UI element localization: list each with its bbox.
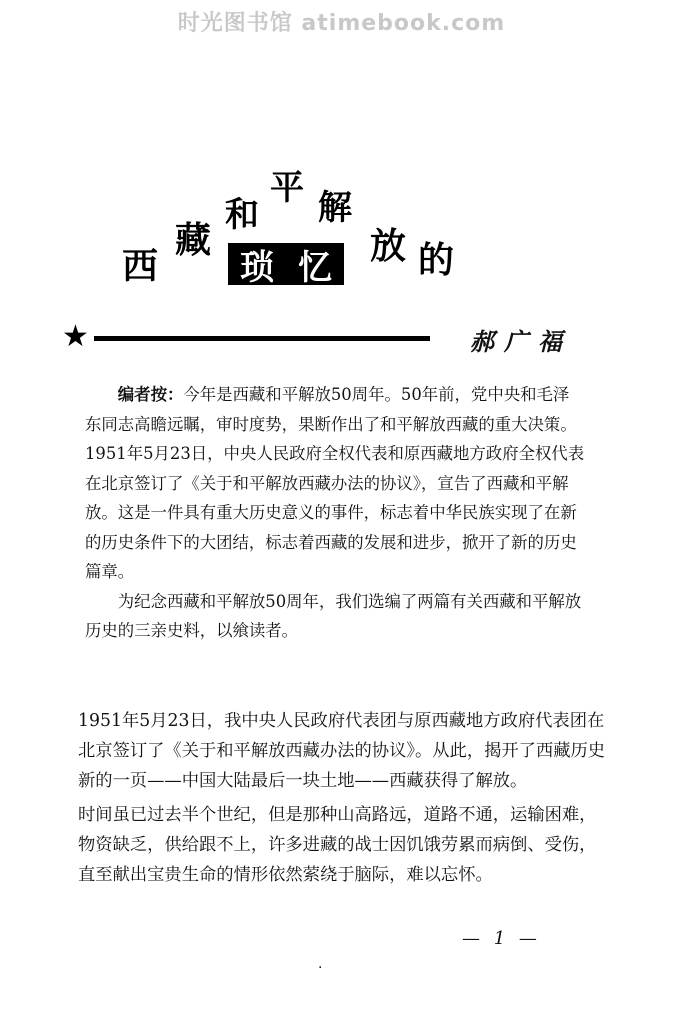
star-icon: ★ xyxy=(62,319,89,354)
title-char-xi: 西 xyxy=(122,246,159,287)
editor-note-text-1: 今年是西藏和平解放50周年。50年前，党中央和毛泽东同志高瞻远瞩，审时度势，果断作出了和平解放西藏的重大决策。1951年5月23日，中央人民政府全权代表和原西藏地方政府全权代表在北京签订了《关于和平解放西藏办法的协议》，宣告了西藏和平解放。这是一件具有重大历史意义的事件，标志着中华民族实现了在新的历史条件下的大团结，标志着西藏的发展和进步，掀开了新的历史篇章。 xyxy=(85,385,585,581)
title-char-yi: 忆 xyxy=(298,247,332,288)
footer-dot: · xyxy=(318,960,323,976)
page-number: — 1 — xyxy=(462,928,541,949)
title-char-ping: 平 xyxy=(270,168,304,208)
title-highlight-box xyxy=(228,243,344,288)
editor-note-paragraph-2: 为纪念西藏和平解放50周年，我们选编了两篇有关西藏和平解放历史的三亲史料，以飨读者。 xyxy=(85,591,582,640)
body-paragraph-1: 1951年5月23日，我中央人民政府代表团与原西藏地方政府代表团在北京签订了《关于和平解放西藏办法的协议》。从此，揭开了西藏历史新的一页——中国大陆最后一块土地——西藏获得了解放。 xyxy=(78,711,606,791)
title-char-cang: 藏 xyxy=(175,220,212,261)
title-char-suo: 琐 xyxy=(240,247,274,288)
editor-note-paragraph-1 xyxy=(85,380,585,587)
title-char-fang: 放 xyxy=(370,226,407,267)
title-rule xyxy=(94,336,430,341)
title-char-he: 和 xyxy=(225,195,259,235)
article-body xyxy=(78,706,606,894)
watermark: 时光图书馆 atimebook.com xyxy=(177,11,506,36)
author-name: 郝广福 xyxy=(470,327,572,356)
body-paragraph-2: 时间虽已过去半个世纪，但是那种山高路远，道路不通，运输困难，物资缺乏，供给跟不上，许多进藏的战士因饥饿劳累而病倒、受伤，直至献出宝贵生命的情形依然萦绕于脑际，难以忘怀。 xyxy=(78,805,597,885)
editor-note-label: 编者按： xyxy=(117,385,184,404)
editor-note xyxy=(85,380,585,646)
title-char-jie: 解 xyxy=(318,188,352,228)
title-char-de: 的 xyxy=(418,240,455,281)
